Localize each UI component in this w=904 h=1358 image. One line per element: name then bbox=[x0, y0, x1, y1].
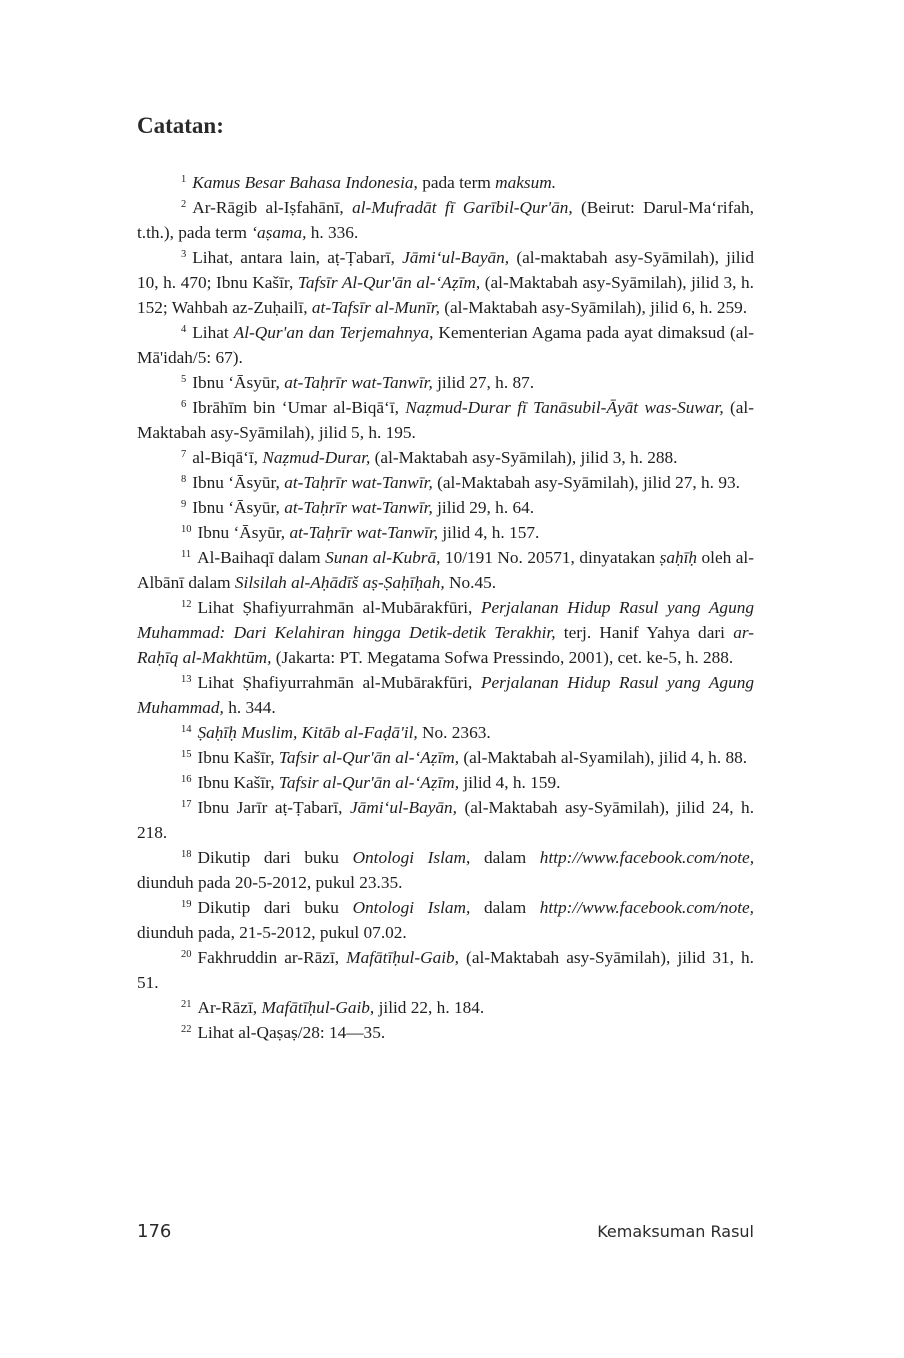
endnote bbox=[137, 245, 754, 320]
endnote bbox=[137, 720, 754, 745]
endnote-number: 3 bbox=[181, 249, 187, 260]
page-number: 176 bbox=[137, 1221, 172, 1242]
endnote-title-italic: Mafātīḥul-Gaib, bbox=[346, 948, 459, 967]
endnote bbox=[137, 595, 754, 670]
endnote-title-italic: ‘aṣama, bbox=[251, 223, 307, 242]
endnote-text: (al-Maktabah asy-Syāmilah), jilid 27, h. 93. bbox=[432, 473, 740, 492]
endnote-text: jilid 29, h. 64. bbox=[432, 498, 535, 517]
endnote bbox=[137, 745, 754, 770]
endnote-text: jilid 22, h. 184. bbox=[374, 998, 485, 1017]
endnote-title-italic: ar-Raḥīq al-Makhtūm, bbox=[137, 623, 754, 667]
endnote bbox=[137, 495, 754, 520]
endnote-title-italic: Tafsir al-Qur'ān al-‘Aẓīm, bbox=[278, 748, 460, 767]
endnote-number: 8 bbox=[181, 474, 187, 485]
endnote-text: Fakhruddin ar-Rāzī, bbox=[197, 948, 347, 967]
endnote bbox=[137, 895, 754, 945]
endnote-number: 17 bbox=[181, 799, 192, 810]
endnote-text: Al-Baihaqī dalam bbox=[197, 548, 326, 567]
endnote-number: 15 bbox=[181, 749, 192, 760]
endnote-text: Ibnu Kašīr, bbox=[197, 773, 279, 792]
endnote bbox=[137, 520, 754, 545]
endnote bbox=[137, 170, 754, 195]
running-footer-title: Kemaksuman Rasul bbox=[597, 1222, 754, 1241]
endnote-text: (al-Maktabah asy-Syāmilah), jilid 6, h. 259. bbox=[439, 298, 748, 317]
endnote bbox=[137, 370, 754, 395]
endnote-number: 18 bbox=[181, 849, 192, 860]
endnote-title-italic: al-Mufradāt fī Garībil-Qur'ān, bbox=[352, 198, 573, 217]
endnotes-list bbox=[137, 170, 754, 1045]
endnote-text: h. 344. bbox=[223, 698, 276, 717]
endnote-title-italic: Jāmi‘ul-Bayān, bbox=[349, 798, 457, 817]
endnote-text: (Beirut: Darul-Ma‘rifah, t.th.), pada term bbox=[137, 198, 754, 242]
endnote-title-italic: Jāmi‘ul-Bayān, bbox=[402, 248, 510, 267]
endnote-number: 1 bbox=[181, 174, 187, 185]
page-heading: Catatan: bbox=[137, 113, 224, 138]
endnote-number: 2 bbox=[181, 199, 187, 210]
endnote-number: 13 bbox=[181, 674, 192, 685]
endnote-title-italic: at-Taḥrīr wat-Tanwīr, bbox=[284, 373, 433, 392]
endnote-number: 22 bbox=[181, 1024, 192, 1035]
endnote-title-italic: http://www.facebook.com/note, bbox=[539, 848, 755, 867]
endnote-title-italic: Perjalanan Hidup Rasul yang Agung Muhammad, bbox=[137, 673, 754, 717]
endnote bbox=[137, 1020, 754, 1045]
endnote-title-italic: Tafsir al-Qur'ān al-‘Aẓīm, bbox=[278, 773, 460, 792]
endnote-text: jilid 4, h. 159. bbox=[459, 773, 561, 792]
endnote-text: , pada term bbox=[413, 173, 496, 192]
endnote bbox=[137, 320, 754, 370]
endnote-text: No.45. bbox=[444, 573, 497, 592]
endnote-title-italic: Naẓmud-Durar fī Tanāsubil-Āyāt was-Suwar, bbox=[405, 398, 724, 417]
endnote-text: Lihat Ṣhafiyurrahmān al-Mubārakfūri, bbox=[197, 598, 481, 617]
endnote-number: 5 bbox=[181, 374, 187, 385]
endnote-text: Ibnu ‘Āsyūr, bbox=[192, 498, 285, 517]
endnote-number: 12 bbox=[181, 599, 192, 610]
endnote-title-italic: Sunan al-Kubrā bbox=[325, 548, 437, 567]
endnote-text: (al-Maktabah al-Syamilah), jilid 4, h. 88. bbox=[459, 748, 748, 767]
endnote-number: 4 bbox=[181, 324, 187, 335]
endnote-title-italic: http://www.facebook.com/note, bbox=[539, 898, 754, 917]
endnote-text: Lihat al-Qaṣaṣ/28: 14—35. bbox=[197, 1023, 386, 1042]
endnote-text: Ibnu ‘Āsyūr, bbox=[192, 473, 285, 492]
endnote-text: Ibrāhīm bin ‘Umar al-Biqā‘ī, bbox=[192, 398, 406, 417]
endnote-title-italic: Naẓmud-Durar, bbox=[262, 448, 371, 467]
endnote bbox=[137, 545, 754, 595]
endnote-title-italic: Tafsīr Al-Qur'ān al-‘Aẓīm, bbox=[297, 273, 481, 292]
endnote-title-italic: at-Taḥrīr wat-Tanwīr, bbox=[284, 473, 433, 492]
endnote-text: Lihat bbox=[192, 323, 234, 342]
endnote-text: Dikutip dari buku bbox=[197, 848, 353, 867]
endnote-text: (al-Maktabah asy-Syāmilah), jilid 24, h. 218. bbox=[137, 798, 755, 842]
endnote-title-italic: Mafātīḥul-Gaib, bbox=[261, 998, 375, 1017]
endnote bbox=[137, 770, 754, 795]
endnote-text: diunduh pada 20-5-2012, pukul 23.35. bbox=[137, 873, 403, 892]
endnote-title-italic: Ontologi Islam, bbox=[352, 898, 471, 917]
endnote-text: (al-Maktabah asy-Syāmilah), jilid 3, h. 152; Wahbah az-Zuḥailī, bbox=[137, 273, 754, 317]
endnote-text: (al-Maktabah asy-Syāmilah), jilid 5, h. 195. bbox=[137, 398, 754, 442]
endnote bbox=[137, 945, 754, 995]
endnote bbox=[137, 795, 754, 845]
endnote-title-italic: at-Tafsīr al-Munīr, bbox=[311, 298, 440, 317]
endnote-number: 7 bbox=[181, 449, 187, 460]
endnote-text: terj. Hanif Yahya dari bbox=[555, 623, 734, 642]
endnote-text: Dikutip dari buku bbox=[197, 898, 353, 917]
endnote-text: (Jakarta: PT. Megatama Sofwa Pressindo, 2001), cet. ke-5, h. 288. bbox=[271, 648, 734, 667]
endnote bbox=[137, 845, 754, 895]
endnote-number: 9 bbox=[181, 499, 187, 510]
endnote-title-italic: Ṣaḥīḥ Muslim, Kitāb al-Faḍā'il, bbox=[197, 723, 418, 742]
endnote-title-italic: Al-Qur'an dan Terjemahnya bbox=[233, 323, 430, 342]
endnote-title-italic: Silsilah al-Aḥādīš aṣ-Ṣaḥīḥah, bbox=[234, 573, 445, 592]
endnote-title-italic: Kamus Besar Bahasa Indonesia bbox=[192, 173, 414, 192]
endnote-text: Lihat Ṣhafiyurrahmān al-Mubārakfūri, bbox=[197, 673, 481, 692]
endnote-title-italic: at-Taḥrīr wat-Tanwīr, bbox=[284, 498, 433, 517]
endnote bbox=[137, 470, 754, 495]
endnote-text: Ibnu Kašīr, bbox=[197, 748, 279, 767]
endnote-text: Ibnu ‘Āsyūr, bbox=[192, 373, 285, 392]
endnote-text: Ar-Rāzī, bbox=[197, 998, 262, 1017]
endnote-text: al-Biqā‘ī, bbox=[192, 448, 263, 467]
endnote-text: , dalam bbox=[466, 848, 540, 867]
endnote-text: (al-Maktabah asy-Syāmilah), jilid 31, h. 51. bbox=[137, 948, 755, 992]
endnote-text: dalam bbox=[470, 898, 540, 917]
endnote-number: 11 bbox=[181, 549, 192, 560]
endnote-title-italic: at-Taḥrīr wat-Tanwīr, bbox=[289, 523, 439, 542]
endnote-text: jilid 27, h. 87. bbox=[432, 373, 535, 392]
endnote-title-italic: Ontologi Islam bbox=[352, 848, 467, 867]
endnote-text: jilid 4, h. 157. bbox=[438, 523, 540, 542]
endnote-text: Lihat, antara lain, aṭ-Ṭabarī, bbox=[192, 248, 403, 267]
endnote bbox=[137, 670, 754, 720]
endnote bbox=[137, 445, 754, 470]
endnote-number: 14 bbox=[181, 724, 192, 735]
endnote bbox=[137, 395, 754, 445]
endnote-number: 21 bbox=[181, 999, 192, 1010]
endnote-text: No. 2363. bbox=[417, 723, 491, 742]
endnote-text: oleh al-Albānī dalam bbox=[137, 548, 754, 592]
endnote-title-italic: ṣaḥīḥ bbox=[659, 548, 698, 567]
endnote-number: 20 bbox=[181, 949, 192, 960]
endnote-text: Ar-Rāgib al-Iṣfahānī, bbox=[192, 198, 353, 217]
endnote-text: Ibnu Jarīr aṭ-Ṭabarī, bbox=[197, 798, 350, 817]
endnote bbox=[137, 995, 754, 1020]
endnote-title-italic: maksum. bbox=[495, 173, 557, 192]
endnote-text: , 10/191 No. 20571, dinyatakan bbox=[436, 548, 660, 567]
endnote bbox=[137, 195, 754, 245]
endnote-text: diunduh pada, 21-5-2012, pukul 07.02. bbox=[137, 923, 407, 942]
endnote-number: 10 bbox=[181, 524, 192, 535]
endnote-number: 6 bbox=[181, 399, 187, 410]
endnote-text: (al-Maktabah asy-Syāmilah), jilid 3, h. 288. bbox=[370, 448, 678, 467]
endnote-number: 16 bbox=[181, 774, 192, 785]
endnote-text: Ibnu ‘Āsyūr, bbox=[197, 523, 290, 542]
endnote-text: (al-maktabah asy-Syāmilah), jilid 10, h. 470; Ibnu Kašīr, bbox=[137, 248, 755, 292]
endnote-text: h. 336. bbox=[306, 223, 359, 242]
endnote-title-italic: Perjalanan Hidup Rasul yang Agung Muhammad: Dari Kelahiran hingga Detik-detik Terakhir, bbox=[137, 598, 754, 642]
endnote-text: , Kementerian Agama pada ayat dimaksud (al-Mā'idah/5: 67). bbox=[137, 323, 754, 367]
endnote-number: 19 bbox=[181, 899, 192, 910]
